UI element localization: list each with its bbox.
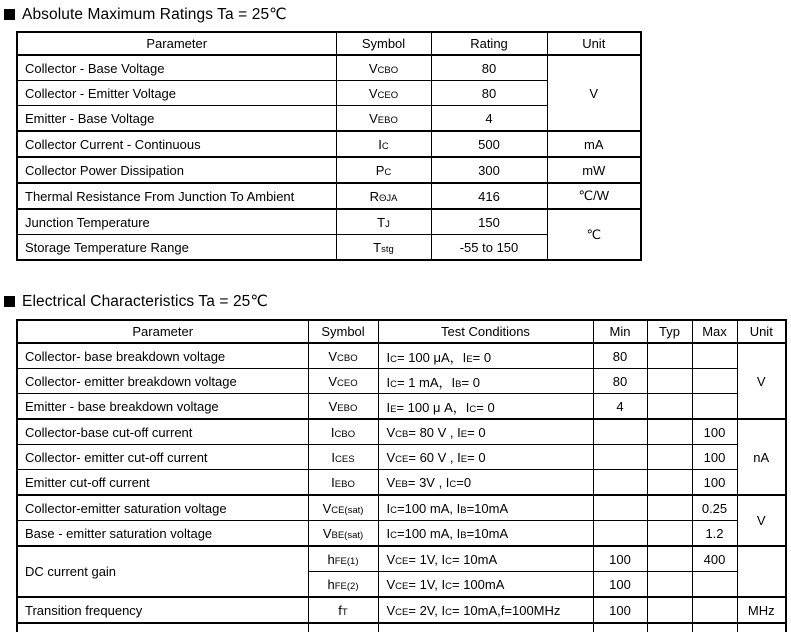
cell-symbol: ICBO bbox=[308, 419, 378, 445]
cell-typ bbox=[647, 394, 692, 420]
cell-conditions: VCE= 1V, IC= 10mA bbox=[378, 546, 593, 572]
cell-max bbox=[692, 394, 737, 420]
subscript-text: E bbox=[466, 353, 473, 365]
cell-parameter: Emitter - Base Voltage bbox=[17, 106, 336, 132]
cell-symbol: VCEO bbox=[336, 81, 431, 106]
subscript-text: CES bbox=[335, 453, 355, 465]
table-row bbox=[17, 55, 641, 81]
cell-min: 80 bbox=[593, 369, 647, 394]
cell-rating: 500 bbox=[431, 131, 547, 157]
column-header: Test Conditions bbox=[378, 320, 593, 343]
cell-conditions: VCB= 80 V , IE= 0 bbox=[378, 419, 593, 445]
cell-min: 100 bbox=[593, 572, 647, 598]
table-row bbox=[17, 131, 641, 157]
cell-typ bbox=[647, 495, 692, 521]
cell-typ bbox=[647, 470, 692, 496]
cell-symbol: VEBO bbox=[308, 394, 378, 420]
cell-parameter: Storage Temperature Range bbox=[17, 235, 336, 261]
cell-unit: MHz bbox=[737, 597, 786, 623]
table-header-row bbox=[17, 32, 641, 55]
subscript-text: ΘJA bbox=[378, 192, 398, 204]
cell-typ bbox=[647, 572, 692, 598]
cell-min bbox=[593, 495, 647, 521]
cell-symbol: IC bbox=[336, 131, 431, 157]
section-title-electrical-characteristics bbox=[4, 292, 268, 311]
cell-unit: V bbox=[547, 55, 641, 131]
subscript-text: CB bbox=[395, 428, 409, 440]
cell-unit bbox=[737, 546, 786, 597]
cell-parameter: Collector - Base Voltage bbox=[17, 55, 336, 81]
subscript-text: C bbox=[445, 555, 452, 567]
cell-parameter: Collector Power Dissipation bbox=[17, 157, 336, 183]
cell-rating: 300 bbox=[431, 157, 547, 183]
table-header-row bbox=[17, 320, 786, 343]
cell-rating: 80 bbox=[431, 81, 547, 106]
subscript-text: C bbox=[469, 403, 477, 415]
cell-conditions: VCE= 1V, IC= 100mA bbox=[378, 572, 593, 598]
section-title-text: Absolute Maximum Ratings Ta = 25℃ bbox=[22, 6, 287, 23]
cell-symbol: hFE(2) bbox=[308, 572, 378, 598]
cell-empty bbox=[17, 623, 308, 632]
subscript-text: EBO bbox=[334, 478, 355, 490]
cell-empty bbox=[647, 623, 692, 632]
cell-min bbox=[593, 419, 647, 445]
cell-typ bbox=[647, 445, 692, 470]
cell-min bbox=[593, 445, 647, 470]
subscript-text: CEO bbox=[377, 89, 399, 101]
cell-rating: 4 bbox=[431, 106, 547, 132]
cell-max: 100 bbox=[692, 419, 737, 445]
subscript-text: EBO bbox=[337, 402, 358, 414]
subscript-text: EB bbox=[395, 478, 408, 490]
cell-parameter: Emitter cut-off current bbox=[17, 470, 308, 496]
cell-conditions: VCE= 2V, IC= 10mA,f=100MHz bbox=[378, 597, 593, 623]
cell-parameter: Base - emitter saturation voltage bbox=[17, 521, 308, 547]
cell-parameter: Collector Current - Continuous bbox=[17, 131, 336, 157]
cell-symbol: VCE(sat) bbox=[308, 495, 378, 521]
cell-symbol: Tstg bbox=[336, 235, 431, 261]
cell-min: 4 bbox=[593, 394, 647, 420]
cell-conditions: IC=100 mA, IB=10mA bbox=[378, 495, 593, 521]
table-row bbox=[17, 157, 641, 183]
column-header: Rating bbox=[431, 32, 547, 55]
subscript-text: B bbox=[455, 378, 462, 390]
cell-symbol: RΘJA bbox=[336, 183, 431, 209]
subscript-text: C bbox=[381, 140, 389, 152]
cell-unit: ℃ bbox=[547, 209, 641, 260]
cell-max bbox=[692, 572, 737, 598]
cell-conditions: IC=100 mA, IB=10mA bbox=[378, 521, 593, 547]
subscript-text: C bbox=[445, 580, 452, 592]
column-header: Max bbox=[692, 320, 737, 343]
cell-unit: mW bbox=[547, 157, 641, 183]
cell-typ bbox=[647, 343, 692, 369]
subscript-text: CE bbox=[395, 555, 409, 567]
subscript-text: stg bbox=[381, 243, 394, 255]
table-row bbox=[17, 419, 786, 445]
subscript-text: C bbox=[390, 353, 397, 365]
cell-max: 100 bbox=[692, 470, 737, 496]
column-header: Parameter bbox=[17, 320, 308, 343]
cell-empty bbox=[378, 623, 593, 632]
subscript-text: E bbox=[390, 403, 397, 415]
cell-typ bbox=[647, 369, 692, 394]
cell-symbol: PC bbox=[336, 157, 431, 183]
cell-parameter: Collector- base breakdown voltage bbox=[17, 343, 308, 369]
table-row bbox=[17, 521, 786, 547]
cell-unit: V bbox=[737, 343, 786, 419]
cell-parameter: Collector- emitter cut-off current bbox=[17, 445, 308, 470]
cell-unit: V bbox=[737, 495, 786, 546]
section-title-absolute-maximum-ratings bbox=[4, 5, 287, 24]
cell-min bbox=[593, 521, 647, 547]
cell-unit: nA bbox=[737, 419, 786, 495]
cell-min bbox=[593, 470, 647, 496]
absolute-maximum-ratings-table bbox=[16, 31, 642, 261]
cell-unit: ℃/W bbox=[547, 183, 641, 209]
cell-parameter: Thermal Resistance From Junction To Ambient bbox=[17, 183, 336, 209]
column-header: Min bbox=[593, 320, 647, 343]
section-marker-icon bbox=[4, 9, 15, 20]
column-header: Unit bbox=[547, 32, 641, 55]
cell-typ bbox=[647, 546, 692, 572]
subscript-text: B bbox=[460, 529, 467, 541]
subscript-text: CE bbox=[395, 580, 409, 592]
subscript-text: C bbox=[384, 166, 392, 178]
cell-conditions: VEB= 3V , IC=0 bbox=[378, 470, 593, 496]
subscript-text: C bbox=[390, 378, 397, 390]
cell-min: 100 bbox=[593, 546, 647, 572]
subscript-text: CE bbox=[395, 453, 409, 465]
table-row bbox=[17, 394, 786, 420]
cell-max bbox=[692, 597, 737, 623]
subscript-text: E bbox=[460, 453, 468, 465]
subscript-text: FE(1) bbox=[334, 555, 359, 567]
cell-symbol: ICES bbox=[308, 445, 378, 470]
cell-parameter: Transition frequency bbox=[17, 597, 308, 623]
column-header: Symbol bbox=[336, 32, 431, 55]
cell-parameter: DC current gain bbox=[17, 546, 308, 597]
cell-symbol: VCEO bbox=[308, 369, 378, 394]
subscript-text: CE(sat) bbox=[331, 504, 364, 516]
cell-conditions: IC= 1 mA，IB= 0 bbox=[378, 369, 593, 394]
cell-parameter: Emitter - base breakdown voltage bbox=[17, 394, 308, 420]
cell-symbol: TJ bbox=[336, 209, 431, 235]
subscript-text: CBO bbox=[337, 352, 358, 364]
cell-typ bbox=[647, 597, 692, 623]
table-row-partial bbox=[17, 623, 786, 632]
cell-rating: 150 bbox=[431, 209, 547, 235]
subscript-text: C bbox=[449, 478, 457, 490]
column-header: Typ bbox=[647, 320, 692, 343]
cell-conditions: VCE= 60 V , IE= 0 bbox=[378, 445, 593, 470]
table-row bbox=[17, 209, 641, 235]
cell-min: 100 bbox=[593, 597, 647, 623]
cell-parameter: Collector - Emitter Voltage bbox=[17, 81, 336, 106]
column-header: Symbol bbox=[308, 320, 378, 343]
cell-rating: 80 bbox=[431, 55, 547, 81]
cell-parameter: Collector-base cut-off current bbox=[17, 419, 308, 445]
cell-max: 0.25 bbox=[692, 495, 737, 521]
table-row bbox=[17, 183, 641, 209]
cell-unit: mA bbox=[547, 131, 641, 157]
table-row bbox=[17, 495, 786, 521]
subscript-text: J bbox=[385, 218, 390, 230]
cell-empty bbox=[308, 623, 378, 632]
cell-rating: 416 bbox=[431, 183, 547, 209]
cell-typ bbox=[647, 419, 692, 445]
table-row bbox=[17, 546, 786, 572]
cell-symbol: VBE(sat) bbox=[308, 521, 378, 547]
cell-symbol: IEBO bbox=[308, 470, 378, 496]
cell-conditions: IE= 100 μ A，IC= 0 bbox=[378, 394, 593, 420]
section-title-text: Electrical Characteristics Ta = 25℃ bbox=[22, 293, 268, 310]
column-header: Unit bbox=[737, 320, 786, 343]
cell-max bbox=[692, 369, 737, 394]
electrical-characteristics-table bbox=[16, 319, 787, 632]
table-row bbox=[17, 369, 786, 394]
table-row bbox=[17, 343, 786, 369]
table-row bbox=[17, 445, 786, 470]
cell-max bbox=[692, 343, 737, 369]
cell-parameter: Collector-emitter saturation voltage bbox=[17, 495, 308, 521]
subscript-text: T bbox=[341, 606, 348, 618]
subscript-text: EBO bbox=[377, 114, 398, 126]
cell-symbol: VCBO bbox=[308, 343, 378, 369]
cell-symbol: VCBO bbox=[336, 55, 431, 81]
cell-parameter: Collector- emitter breakdown voltage bbox=[17, 369, 308, 394]
cell-parameter: Junction Temperature bbox=[17, 209, 336, 235]
cell-symbol: hFE(1) bbox=[308, 546, 378, 572]
cell-symbol: fT bbox=[308, 597, 378, 623]
cell-empty bbox=[593, 623, 647, 632]
table-row bbox=[17, 597, 786, 623]
subscript-text: CBO bbox=[377, 64, 399, 76]
subscript-text: CBO bbox=[334, 428, 356, 440]
cell-max: 100 bbox=[692, 445, 737, 470]
subscript-text: C bbox=[445, 606, 452, 618]
cell-max: 1.2 bbox=[692, 521, 737, 547]
cell-conditions: IC= 100 μA，IE= 0 bbox=[378, 343, 593, 369]
cell-empty bbox=[737, 623, 786, 632]
cell-rating: -55 to 150 bbox=[431, 235, 547, 261]
subscript-text: C bbox=[390, 504, 397, 516]
cell-min: 80 bbox=[593, 343, 647, 369]
subscript-text: FE(2) bbox=[334, 580, 359, 592]
subscript-text: CE bbox=[395, 606, 409, 618]
cell-symbol: VEBO bbox=[336, 106, 431, 132]
column-header: Parameter bbox=[17, 32, 336, 55]
subscript-text: E bbox=[460, 428, 468, 440]
subscript-text: BE(sat) bbox=[331, 529, 364, 541]
table-row bbox=[17, 470, 786, 496]
subscript-text: C bbox=[390, 529, 397, 541]
cell-max: 400 bbox=[692, 546, 737, 572]
subscript-text: B bbox=[460, 504, 467, 516]
section-marker-icon bbox=[4, 296, 15, 307]
cell-typ bbox=[647, 521, 692, 547]
cell-empty bbox=[692, 623, 737, 632]
subscript-text: CEO bbox=[337, 377, 358, 389]
